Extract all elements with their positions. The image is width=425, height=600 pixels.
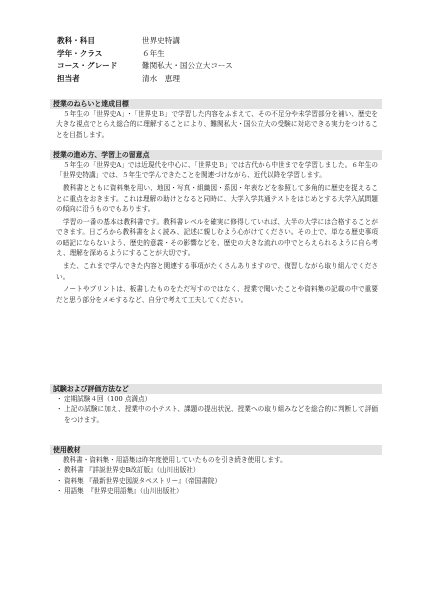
course-info-label: 教科・科目 xyxy=(57,36,95,45)
course-info-row-course xyxy=(57,60,377,73)
section-heading: 授業のねらいと達成目標 xyxy=(50,99,382,109)
section-heading: 試験および評価方法など xyxy=(50,384,382,394)
section-method xyxy=(50,150,382,305)
paragraph: 教科書とともに資料集を用い、地図・写真・組織図・系図・年表などを参照して多角的に歴史を捉えることに重点をおきます。これは理解の助けとなると同時に、大学入学共通テストをはじめとする大学入試問題の傾向に沿うものでもあります。 xyxy=(56,184,378,214)
paragraph: 学習の一番の基本は教科書です。教科書レベルを確実に修得していれば、大半の大学には合格することができます。日ごろから教科書をよく読み、記述に親しむよう心がけてください。その上で、単なる歴史事項の暗記にならないよう、歴史的意義・その影響などを、歴史の大きな流れの中でとらえられるように自ら考え、理解を深めるようにすることが大切です。 xyxy=(56,218,378,258)
section-goals xyxy=(50,99,382,140)
section-body xyxy=(50,455,382,497)
paragraph: ５年生の「世界史A」では近現代を中心に、「世界史Ｂ」では古代から中世までを学習しました。６年生の「世界史特講」では、５年生で学んできたことを関連づけながら、近代以降を学習します。 xyxy=(56,161,378,180)
course-info-value: 難関私大・国公立大コース xyxy=(142,61,233,70)
list-item xyxy=(56,486,378,496)
course-info xyxy=(57,35,377,85)
course-info-label: 担当者 xyxy=(57,73,80,83)
section-body xyxy=(50,109,382,140)
course-info-row-subject xyxy=(57,35,377,48)
paragraph: ノートやプリントは、板書したものをただ写すのではなく、授業で聞いたことや資料集の記載の中で重要だと思う部分をメモするなど、自分で考えて工夫してください。 xyxy=(56,285,378,304)
section-evaluation xyxy=(50,384,382,425)
list-item xyxy=(56,394,378,404)
list-item-text: 上記の試験に加え、授業中の小テスト、課題の提出状況、授業への取り組みなどを総合的に判断して評価をつけます。 xyxy=(64,405,378,424)
section-materials xyxy=(50,445,382,497)
list-item xyxy=(56,476,378,486)
list-item xyxy=(56,404,378,425)
bullet-icon: ・ xyxy=(56,476,63,485)
bullet-icon: ・ xyxy=(56,466,63,475)
materials-list xyxy=(56,465,378,496)
section-body xyxy=(50,394,382,425)
bullet-icon: ・ xyxy=(56,405,63,414)
course-info-row-grade xyxy=(57,48,377,61)
paragraph: また、これまで学んできた内容と関連する事項がたくさんありますので、復習しながら取り組んでください。 xyxy=(56,262,378,281)
list-item-text: 教科書 『詳説世界史B改訂版』（山川出版社） xyxy=(64,466,200,475)
materials-intro: 教科書・資料集・用語集は昨年度使用していたものを引き続き使用します。 xyxy=(63,456,287,464)
list-item xyxy=(56,465,378,475)
paragraph: ５年生の「世界史A」･「世界史Ｂ」で学習した内容をふまえて、その不足分や未学習部分を補い、歴史を大きな視点でとらえ総合的に理解することにより、難関私大・国公立大の受験に対応できる実力をつけることを目指します。 xyxy=(56,110,378,139)
evaluation-list xyxy=(56,394,378,425)
list-item-text: 用語集 『世界史用語集』（山川出版社） xyxy=(64,487,183,496)
section-heading: 使用教材 xyxy=(50,445,382,455)
course-info-row-teacher xyxy=(57,73,377,86)
list-item-text: 定期試験４回（100 点満点） xyxy=(64,395,152,403)
section-body xyxy=(50,160,382,305)
course-info-label: コース・グレード xyxy=(57,61,118,70)
section-heading: 授業の進め方、学習上の留意点 xyxy=(50,150,382,160)
list-item-text: 資料集 『最新世界史図説タペストリー』（帝国書院） xyxy=(64,476,222,485)
bullet-icon: ・ xyxy=(56,395,63,403)
course-info-value: 世界史特講 xyxy=(142,36,180,45)
bullet-icon: ・ xyxy=(56,487,63,496)
course-info-label: 学年・クラス xyxy=(57,48,103,58)
course-info-value: 清水 恵理 xyxy=(142,73,180,83)
course-info-value: ６年生 xyxy=(142,48,165,58)
